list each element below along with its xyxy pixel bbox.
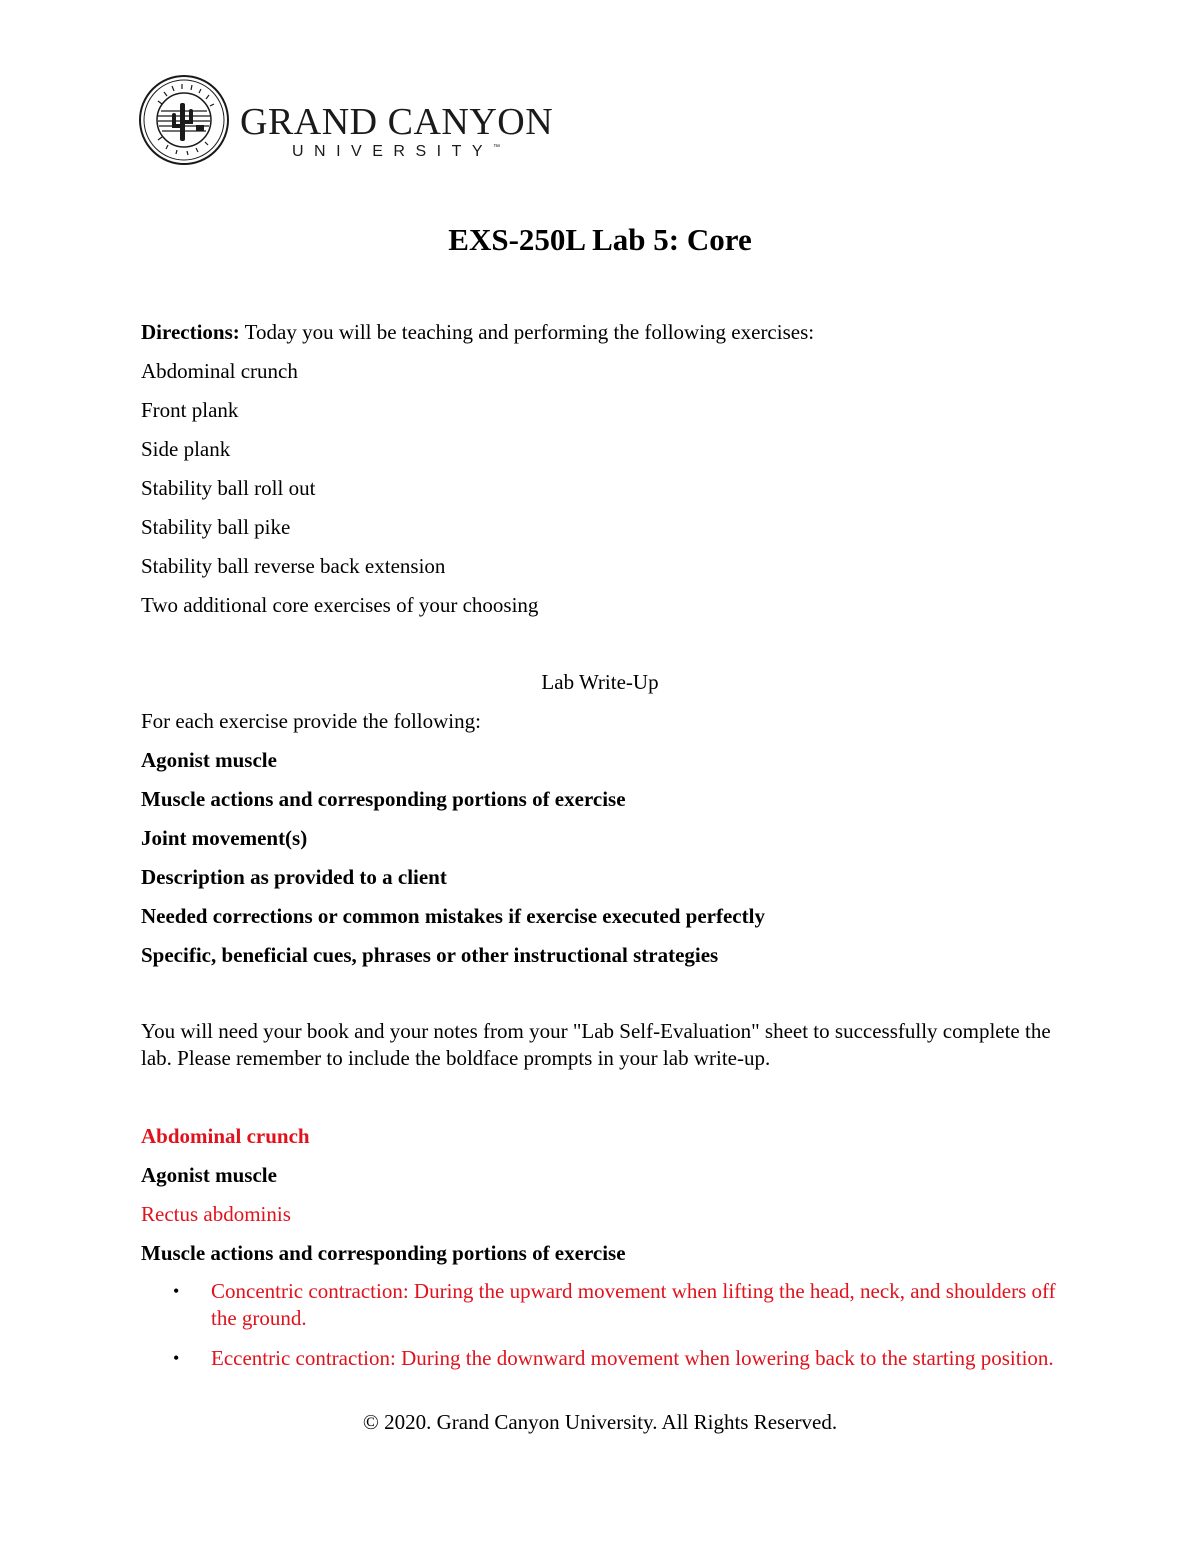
exercise-item: Two additional core exercises of your choosing: [141, 593, 539, 617]
university-logo: [136, 73, 576, 167]
action-bullet-item: [141, 1345, 1061, 1401]
writeup-note: You will need your book and your notes from your "Lab Self-Evaluation" sheet to successfully complete the lab. Please remember to include the boldface prompts in your lab write-up.: [141, 1019, 1051, 1070]
writeup-heading: Lab Write-Up: [541, 670, 659, 694]
trademark-symbol: ™: [493, 144, 501, 151]
action-bullet-text: Eccentric contraction: During the downward movement when lowering back to the starting position.: [211, 1346, 1054, 1370]
writeup-prompt: Agonist muscle: [141, 748, 277, 772]
directions-label: Directions:: [141, 320, 240, 344]
logo-wordmark-sub: [292, 144, 500, 160]
directions-line: [141, 320, 814, 344]
exercise-item: Stability ball reverse back extension: [141, 554, 446, 578]
logo-wordmark-university: UNIVERSITY: [292, 143, 494, 160]
copyright-footer: © 2020. Grand Canyon University. All Rights Reserved.: [362, 1410, 838, 1434]
writeup-prompt: Needed corrections or common mistakes if exercise executed perfectly: [141, 904, 765, 928]
answer-actions-label: Muscle actions and corresponding portions of exercise: [141, 1241, 626, 1265]
university-seal-icon: [136, 73, 236, 167]
answer-exercise-heading: Abdominal crunch: [141, 1124, 310, 1148]
action-bullet-text: Concentric contraction: During the upward movement when lifting the head, neck, and shoulders off the ground.: [211, 1279, 1056, 1330]
exercise-item: Stability ball roll out: [141, 476, 316, 500]
bullet-icon: •: [173, 1281, 180, 1301]
action-bullet-item: [141, 1278, 1061, 1334]
answer-agonist-label: Agonist muscle: [141, 1163, 277, 1187]
exercise-item: Front plank: [141, 398, 239, 422]
writeup-prompt: Joint movement(s): [141, 826, 308, 850]
directions-text: Today you will be teaching and performing the following exercises:: [239, 320, 815, 344]
exercise-item: Abdominal crunch: [141, 359, 298, 383]
logo-wordmark-main: GRAND CANYON: [240, 101, 554, 143]
writeup-prompt: Description as provided to a client: [141, 865, 447, 889]
document-title: EXS-250L Lab 5: Core: [448, 222, 752, 257]
bullet-icon: •: [173, 1348, 180, 1368]
writeup-prompt: Specific, beneficial cues, phrases or other instructional strategies: [141, 943, 719, 967]
writeup-intro: For each exercise provide the following:: [141, 709, 481, 733]
exercise-item: Stability ball pike: [141, 515, 291, 539]
exercise-item: Side plank: [141, 437, 231, 461]
answer-agonist-value: Rectus abdominis: [141, 1202, 291, 1226]
writeup-prompt: Muscle actions and corresponding portions of exercise: [141, 787, 626, 811]
